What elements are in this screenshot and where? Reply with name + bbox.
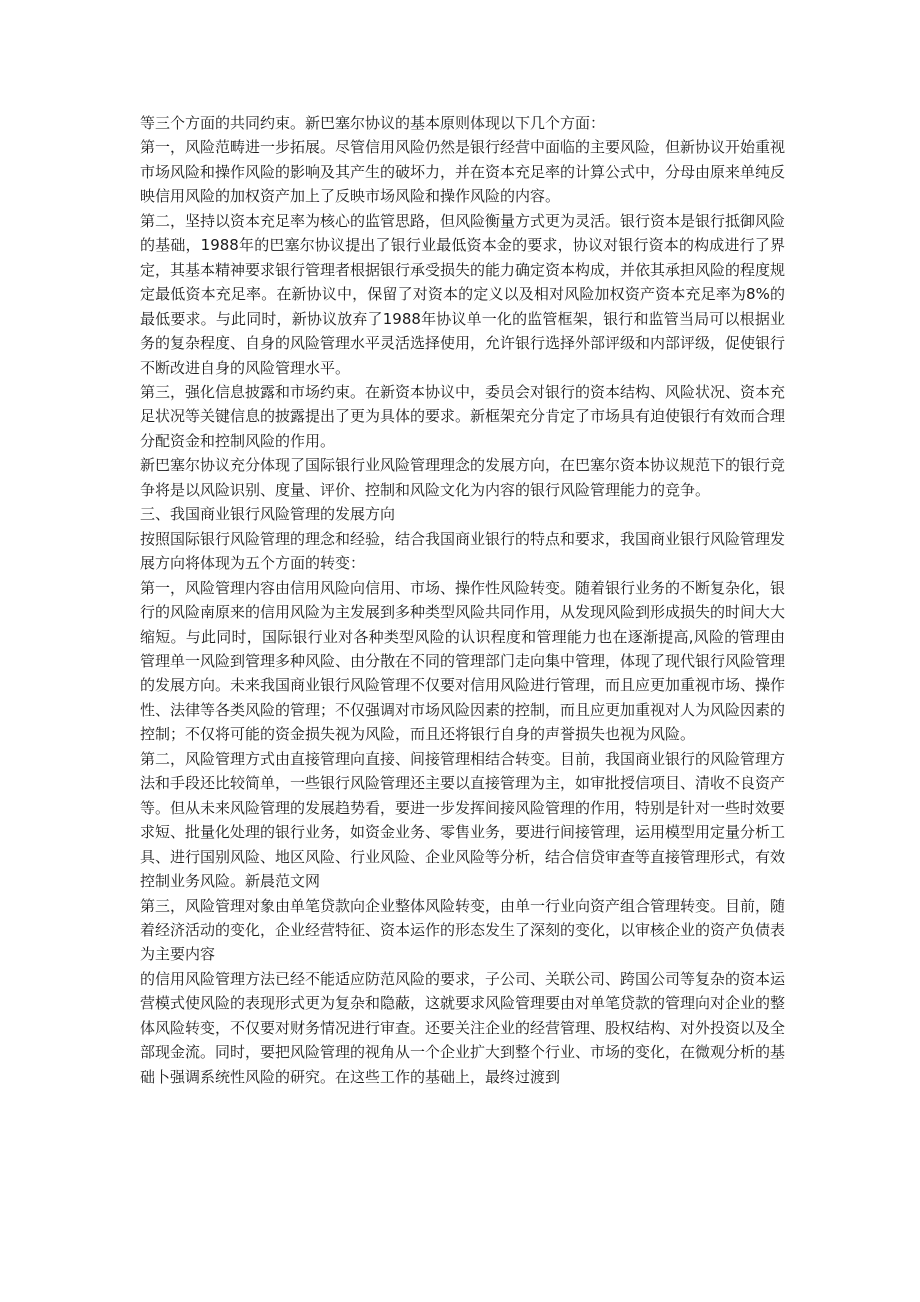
document-body [140, 111, 785, 1089]
section-heading: 三、我国商业银行风险管理的发展方向 [140, 505, 396, 524]
paragraph-second-point: 第二，坚持以资本充足率为核心的监管思路，但风险衡量方式更为灵活。银行资本是银行抵御风险的基础，1988年的巴塞尔协议提出了银行业最低资本金的要求，协议对银行资本的构成进行了界定，其基本精神要求银行管理者根据银行承受损失的能力确定资本构成，并依其承担风险的程度规定最低资本充足率。在新协议中，保留了对资本的定义以及相对风险加权资产资本充足率为8%的最低要求。与此同时，新协议放弃了1988年协议单一化的监管框架，银行和监管当局可以根据业务的复杂程度、自身的风险管理水平灵活选择使用，允许银行选择外部评级和内部评级，促使银行不断改进自身的风险管理水平。 [140, 211, 786, 377]
paragraph-shift-three: 第三，风险管理对象由单笔贷款向企业整体风险转变，由单一行业向资产组合管理转变。目前，随着经济活动的变化，企业经营特征、资本运作的形态发生了深刻的变化，以审核企业的资产负债表为主要内容 [140, 896, 786, 964]
paragraph-summary: 新巴塞尔协议充分体现了国际银行业风险管理理念的发展方向，在巴塞尔资本协议规范下的银行竞争将是以风险识别、度量、评价、控制和风险文化为内容的银行风险管理能力的竞争。 [140, 456, 786, 499]
paragraph-first-point: 第一，风险范畴进一步拓展。尽管信用风险仍然是银行经营中面临的主要风险，但新协议开始重视市场风险和操作风险的影响及其产生的破坏力，并在资本充足率的计算公式中，分母由原来单纯反映信用风险的加权资产加上了反映市场风险和操作风险的内容。 [140, 138, 786, 206]
paragraph-shift-two: 第二，风险管理方式由直接管理向直接、间接管理相结合转变。目前，我国商业银行的风险管理方法和手段还比较简单，一些银行风险管理还主要以直接管理为主，如审批授信项目、清收不良资产等。但从未来风险管理的发展趋势看，要进一步发挥间接风险管理的作用，特别是针对一些时效要求短、批量化处理的银行业务，如资金业务、零售业务，要进行间接管理，运用模型用定量分析工具、进行国别风险、地区风险、行业风险、企业风险等分析，结合信贷审查等直接管理形式，有效控制业务风险。新晨范文网 [140, 749, 786, 891]
paragraph-shift-three-continued: 的信用风险管理方法已经不能适应防范风险的要求，子公司、关联公司、跨国公司等复杂的资本运营模式使风险的表现形式更为复杂和隐蔽，这就要求风险管理要由对单笔贷款的管理向对企业的整体风险转变，不仅要对财务情况进行审查。还要关注企业的经营管理、股权结构、对外投资以及全部现金流。同时，要把风险管理的视角从一个企业扩大到整个行业、市场的变化，在微观分析的基础卜强调系统性风险的研究。在这些工作的基础上，最终过渡到 [140, 969, 786, 1086]
paragraph-shift-one: 第一，风险管理内容由信用风险向信用、市场、操作性风险转变。随着银行业务的不断复杂化，银行的风险南原来的信用风险为主发展到多种类型风险共同作用，从发现风险到形成损失的时间大大缩短。与此同时，国际银行业对各种类型风险的认识程度和管理能力也在逐渐提高,风险的管理由管理单一风险到管理多种风险、由分散在不同的管理部门走向集中管理，体现了现代银行风险管理的发展方向。未来我国商业银行风险管理不仅要对信用风险进行管理，而且应更加重视市场、操作性、法律等各类风险的管理；不仅强调对市场风险因素的控制，而且应更加重视对人为风险因素的控制；不仅将可能的资金损失视为风险，而且还将银行自身的声誉损失也视为风险。 [140, 578, 786, 744]
paragraph-intro: 等三个方面的共同约束。新巴塞尔协议的基本原则体现以下几个方面： [140, 114, 606, 132]
paragraph-section-intro: 按照国际银行风险管理的理念和经验，结合我国商业银行的特点和要求，我国商业银行风险管理发展方向将体现为五个方面的转变： [140, 529, 786, 573]
paragraph-third-point: 第三，强化信息披露和市场约束。在新资本协议中，委员会对银行的资本结构、风险状况、资本充足状况等关键信息的披露提出了更为具体的要求。新框架充分肯定了市场具有迫使银行有效而合理分配资金和控制风险的作用。 [140, 382, 786, 450]
